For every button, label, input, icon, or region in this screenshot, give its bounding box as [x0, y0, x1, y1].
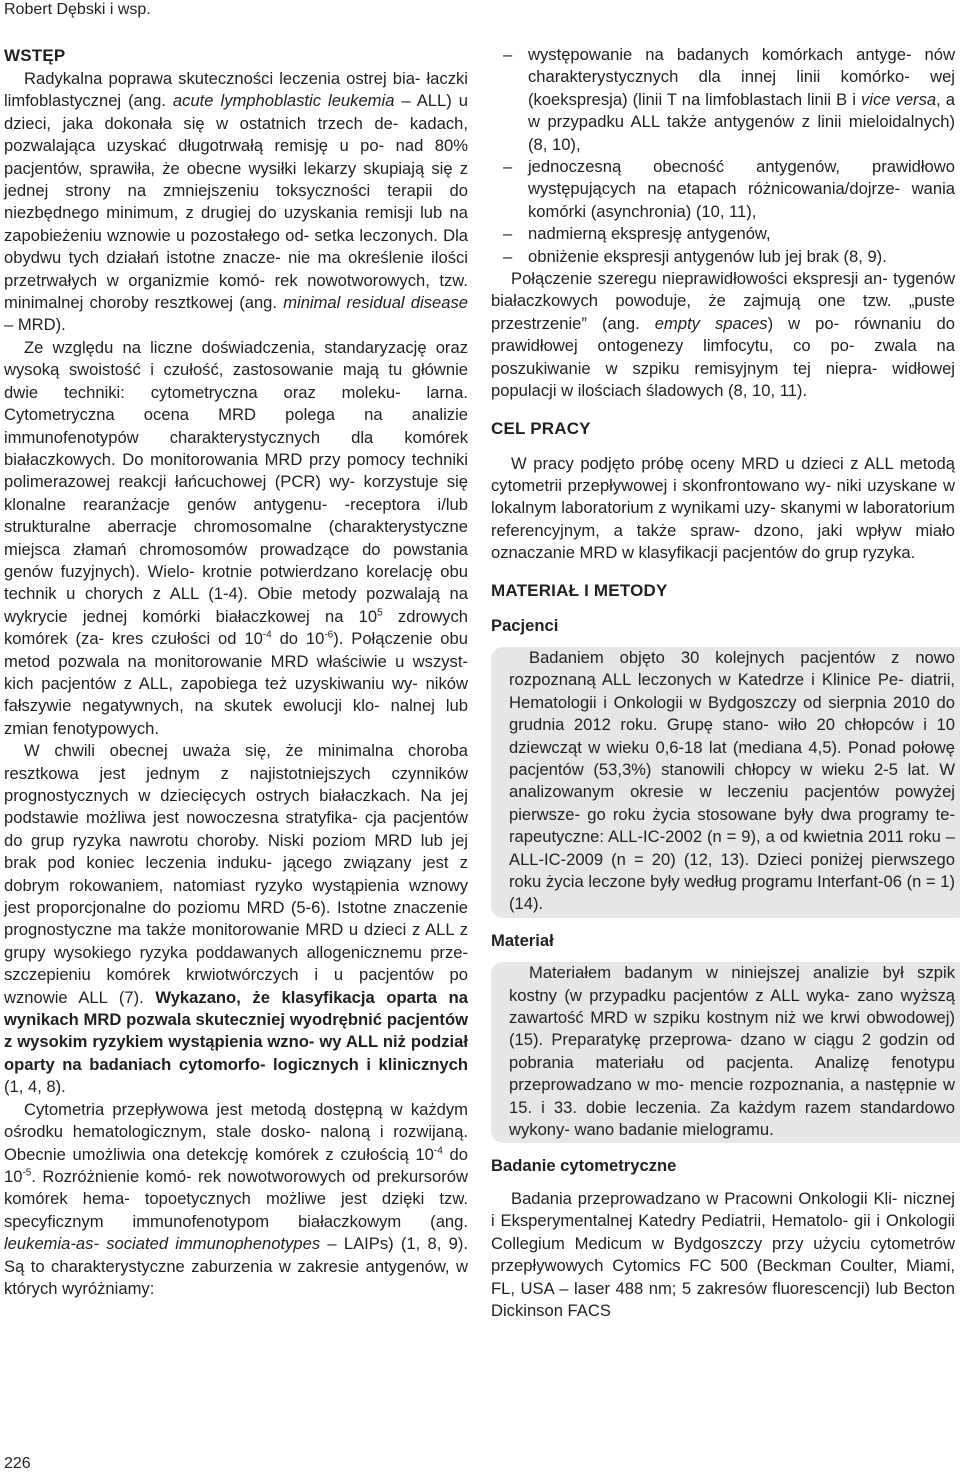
- section-heading-introduction: WSTĘP: [4, 46, 66, 65]
- superscript: 5: [377, 607, 383, 619]
- text-run: – ALL) u dzieci, jaka dokonała się w ostatnich trzech de- kadach, pozwalająca uzyskać długotrwałą remisję u po- nad 80% pacjentów, sprawiła, że obecne wysiłki lekarzy skupiają się z jednej strony na zmniejszeniu toksyczności terapii do niezbędnego minimum, z drugiej do uzyskania remisji lub na zapobieżeniu wznowie u pozostałego od- setka leczonych. Dla obydwu tych działań istotne znacze- nie ma określenie ilości przetrwałych w organizmie komó- rek nowotworowych, tzw. minimalnej choroby resztkowej (ang.: [4, 91, 468, 313]
- patients-paragraph: Badaniem objęto 30 kolejnych pacjentów z nowo rozpoznaną ALL leczonych w Katedrze i Klinice Pe- diatrii, Hematologii i Onkologii w Bydgoszczy od sierpnia 2010 do grudnia 2012 roku. Grupę stano- wiło 20 chłopców i 10 dziewcząt w wieku 0,6-18 lat (mediana 4,5). Ponad połowę pacjentów (53,3%) stanowili chłopcy w wieku 2-5 lat. W analizowanym okresie w leczeniu pacjentów powyżej pierwsze- go roku życia stosowane były dwa programy te- rapeutyczne: ALL-IC-2002 (n = 9), a od kwietnia 2011 roku – ALL-IC-2009 (n = 20) (12, 13). Dzieci poniżej pierwszego roku życia leczone były według programu Interfant-06 (n = 1) (14).: [509, 647, 955, 914]
- patients-highlight-box: [491, 647, 960, 918]
- text-run: nadmierną ekspresję antygenów,: [528, 224, 771, 244]
- text-run: (1, 4, 8).: [4, 1077, 66, 1097]
- aim-paragraph: W pracy podjęto próbę oceny MRD u dzieci z ALL metodą cytometrii przepływowej i skonfrontowano wy- niki uzyskane w lokalnym laboratorium z wynikami uzy- skanymi w laboratorium referencyjnym, a także spraw- dzono, jaki wpływ miało oznaczanie MRD w klasyfikacji pacjentów do grup ryzyka.: [491, 453, 955, 563]
- subsection-heading-cytometry: Badanie cytometryczne: [491, 1156, 677, 1176]
- dash-marker: –: [503, 246, 513, 266]
- dash-marker: –: [503, 224, 513, 244]
- italic-term: leukemia-as- sociated immunophenotypes: [4, 1234, 321, 1254]
- material-paragraph: Materiałem badanym w niniejszej analizie był szpik kostny (w przypadku pacjentów z ALL wyka- zano wyższą zawartość MRD w szpiku kostnym niż we krwi obwodowej) (15). Preparatykę przeprowa- dzano w ciągu 2 godzin od pobrania materiału od pacjenta. Analizę fenotypu przeprowadzano w mo- mencie rozpoznania, a następnie w 15. i 33. dobie leczenia. Za każdym razem standardowo wykony- wano badanie mielogramu.: [509, 963, 955, 1140]
- text-run: Ze względu na liczne doświadczenia, standaryzację oraz wysoką swoistość i czułość, zastosowanie mają tu głównie dwie techniki: cytometryczna oraz moleku- larna. Cytometryczna ocena MRD polega na analizie immunofenotypów charakterystycznych dla komórek białaczkowych. Do monitorowania MRD przy pomocy techniki polimerazowej reakcji łańcuchowej (PCR) wy- korzystuje się klonalne rearanżacje genów antygenu- -receptora i/lub strukturalne aberracje chromosomalne (charakterystyczne miejsca złamań chromosomów prowadzące do powstania genów fuzyjnych). Wielo- krotnie potwierdzano korelację obu technik u chorych z ALL (1-4). Obie metody pozwalają na wykrycie jednej komórki białaczkowej na 10: [4, 337, 468, 626]
- subsection-heading-patients: Pacjenci: [491, 615, 559, 635]
- dash-marker: –: [503, 45, 513, 64]
- intro-paragraph-2: [4, 337, 468, 740]
- intro-paragraph-3: [4, 740, 468, 1099]
- dash-marker: –: [503, 157, 513, 177]
- italic-term: acute lymphoblastic leukemia: [172, 91, 395, 111]
- running-header-author: Robert Dębski i wsp.: [4, 1, 151, 18]
- material-highlight-box: [491, 962, 960, 1143]
- list-item: [491, 223, 955, 245]
- text-run: – MRD).: [4, 315, 66, 335]
- list-item: [491, 246, 955, 268]
- superscript: -4: [262, 629, 272, 641]
- text-run: W chwili obecnej uważa się, że minimalna choroba resztkowa jest jednym z najistotniejszych czynników prognostycznych w dziecięcych ostrych białaczkach. Na jej podstawie możliwa jest nowoczesna stratyfika- cja pacjentów do grup ryzyka nawrotu choroby. Niski poziom MRD lub jej brak pod koniec leczenia induku- jącego związany jest z dobrym rokowaniem, natomiast ryzyko wystąpienia wznowy jest proporcjonalne do poziomu MRD (5-6). Istotne znaczenie prognostyczne ma także monitorowanie MRD u dzieci z ALL z grupy wysokiego ryzyka poddawanych allogenicznemu prze- szczepieniu komórek krwiotwórczych i u pacjentów po wznowie ALL (7).: [4, 741, 468, 1007]
- intro-paragraph-1: [4, 68, 468, 337]
- section-heading-methods: MATERIAŁ I METODY: [491, 580, 668, 600]
- list-item: [491, 44, 955, 156]
- bold-statement: Wykazano, że klasyfikacja oparta na wynikach MRD pozwala skuteczniej wyodrębnić pacjentów z wysokim ryzykiem wystąpienia wzno- wy ALL niż podział oparty na badaniach cytomorfo- logicznych i klinicznych: [4, 987, 469, 1074]
- text-run: ) w po- równaniu do prawidłowej ontogenezy limfocytu, co po- zwala na poszukiwanie w szpiku remisyjnym tej niepra- widłowej populacji w ilościach śladowych (8, 10, 11).: [491, 313, 956, 401]
- superscript: -6: [324, 629, 334, 641]
- italic-term: empty spaces: [654, 313, 768, 333]
- intro-paragraph-4: [4, 1099, 468, 1301]
- right-column: [491, 44, 955, 1322]
- subsection-heading-material: Materiał: [491, 930, 554, 950]
- text-run: . Rozróżnienie komó- rek nowotworowych od prekursorów komórek hema- topoetycznych możliwe jest dzięki tzw. specyficznym immunofenotypom białaczkowym (ang.: [4, 1166, 468, 1231]
- text-run: do 10: [271, 629, 325, 649]
- text-run: – LAIPs) (1, 8, 9). Są to charakterystyczne zaburzenia w zakresie antygenów, w których wyróżniamy:: [4, 1234, 468, 1298]
- italic-term: vice versa: [860, 89, 937, 109]
- text-run: , a w przypadku ALL także antygenów z linii mieloidalnych) (8, 10),: [528, 89, 956, 154]
- left-column: [4, 44, 468, 1300]
- text-run: zdrowych komórek (za- kres czułości od 10: [4, 606, 469, 649]
- text-run: ). Połączenie obu metod pozwala na monitorowanie MRD właściwie u wszyst- kich pacjentów z ALL, zapobiega też uzyskiwaniu wy- ników fałszywie negatywnych, na skutek ewolucji klo- nalnej lub zmian fenotypowych.: [4, 629, 468, 738]
- section-heading-aim: CEL PRACY: [491, 418, 591, 438]
- text-run: Radykalna poprawa skuteczności leczenia ostrej bia- łaczki limfoblastycznej (ang.: [4, 69, 468, 111]
- text-run: Cytometria przepływowa jest metodą dostępną w każdym ośrodku hematologicznym, stale dosko- naloną i rozwijaną. Obecnie umożliwia ona detekcję komórek z czułością 10: [4, 1099, 468, 1164]
- italic-term: minimal residual disease: [283, 293, 468, 313]
- superscript: -4: [433, 1144, 443, 1156]
- antigen-abnormality-list: [491, 44, 955, 268]
- page-number: 226: [4, 1455, 31, 1472]
- superscript: -5: [22, 1167, 32, 1179]
- text-run: obniżenie ekspresji antygenów lub jej brak (8, 9).: [528, 246, 887, 266]
- list-item: [491, 156, 955, 223]
- text-run: Połączenie szeregu nieprawidłowości ekspresji an- tygenów białaczkowych powoduje, że zajmują one tzw. „puste przestrzenie” (ang.: [491, 269, 955, 333]
- text-run: jednoczesną obecność antygenów, prawidłowo występujących na etapach różnicowania/dojrze- wania komórki (asynchronia) (10, 11),: [528, 157, 955, 221]
- text-run: występowanie na badanych komórkach antyge- nów charakterystycznych dla innej linii komórko- wej (koekspresja) (linii T na limfoblastach linii B i: [528, 45, 955, 109]
- text-run: do 10: [4, 1144, 469, 1186]
- antigen-summary-paragraph: [491, 268, 955, 402]
- cytometry-paragraph: Badania przeprowadzano w Pracowni Onkologii Kli- nicznej i Eksperymentalnej Katedry Pediatrii, Hematolo- gii i Onkologii Collegium Medicum w Bydgoszczy przy użyciu cytometrów przepływowych Cytomics FC 500 (Beckman Coulter, Miami, FL, USA – laser 488 nm; 5 zakresów fluorescencji) lub Becton Dickinson FACS: [491, 1188, 955, 1320]
